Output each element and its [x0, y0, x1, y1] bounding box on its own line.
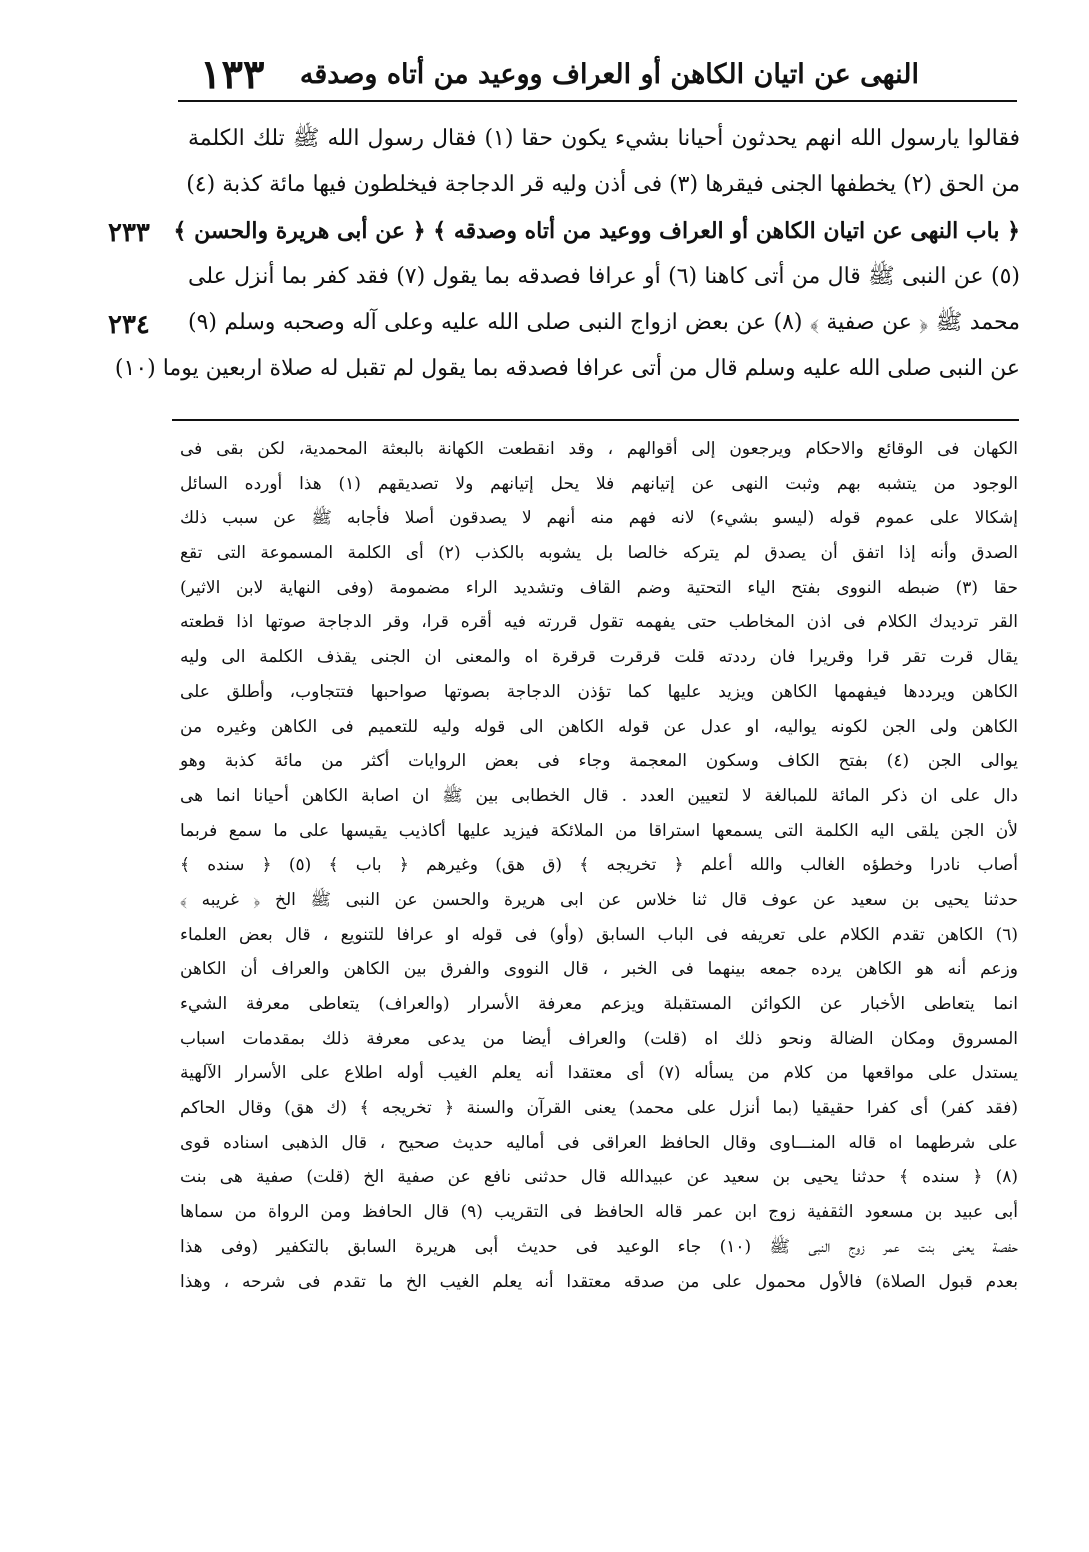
note-line: (فقد كفر) أى كفرا حقيقيا (بما أنزل على محمد) يعنى القرآن والسنة ﴿ تخريجه ﴾ (ك هق) وقال الحاكم — [180, 1098, 1019, 1119]
main-line: (٥) عن النبى ﷺ قال من أتى كاهنا (٦) أو عرافا فصدقه بما يقول (٧) فقد كفر بما أنزل على — [188, 264, 1021, 289]
note-line: الكاهن ويرددها فيفهمها الكاهن ويزيد عليها كما تؤذن الدجاجة بصوتها صواحبها فتتجاوب، وأطلق على — [180, 681, 1018, 702]
note-line: الصدق وأنه إذا اتفق أن يصدق لم يتركه خالصا بل يشوبه بالكذب (٢) أى الكلمة المسموعة التى تقع — [180, 543, 1019, 564]
running-title: النهى عن اتيان الكاهن أو العراف ووعيد من أتاه وصدقه — [299, 58, 919, 90]
note-line: وزعم أنه هو الكاهن يرده جمعه بينهما فى الخبر ، قال النووى والفرق بين الكاهن والعراف أن الكاهن — [180, 959, 1019, 980]
note-line: يقال قرت تقر قرا وقريرا فان رددته قلت قرقرت قرقرة اه والمعنى ان الجنى يقذف الكلمة الى وليه — [180, 647, 1018, 668]
main-line: فقالوا يارسول الله انهم يحدثون أحيانا بشيء يكون حقا (١) فقال رسول الله ﷺ تلك الكلمة — [188, 126, 1020, 151]
note-line: إشكالا على عموم قوله (ليسو بشيء) لانه فهم منه أنهم لا يصدقون أصلا فأجابه ﷺ عن سبب ذلك — [180, 508, 1018, 529]
note-line: يستدل على مواقعها من كلام من يسأله (٧) أى معتقدا أنه يعلم الغيب أوله اطلاع على الأسرار الآلهية — [180, 1063, 1018, 1084]
note-line: الكهان فى الوقائع والاحكام ويرجعون إلى أقوالهم ، وقد انقطعت الكهانة بالبعثة المحمدية، لكن بقى فى — [180, 439, 1018, 459]
note-line: حدثنا يحيى بن سعيد عن عوف قال ثنا خلاس عن ابى هريرة والحسن عن النبى ﷺ الخ ﴿ غريبه ﴾ — [180, 889, 1018, 910]
note-line: بعدم قبول الصلاة) فالأول محمول على من صدقه معتقدا أنه يعلم الغيب الخ ما تقدم فى شرحه ، وهذا — [180, 1271, 1018, 1292]
note-line: (٨) ﴿ سنده ﴾ حدثنا يحيى بن سعيد عن عبيدالله قال حدثنى نافع عن صفية الخ (قلت) صفية هى بنت — [180, 1167, 1018, 1188]
page-number: ١٣٣ — [200, 50, 265, 98]
note-line: على شرطهما اه قاله المنـــاوى وقال الحافظ العراقى فى أماليه حديث صحيح ، قال الذهبى اسناده قوى — [180, 1132, 1018, 1153]
main-line: من الحق (٢) يخطفها الجنى فيقرها (٣) فى أذن وليه قر الدجاجة فيخلطون فيها مائة كذبة (٤) — [186, 172, 1020, 197]
note-line: الوجود من يتشبه بهم وثبت النهى عن إتيانهم فلا يحل إتيانهم ولا تصديقهم (١) هذا أورده السائل — [180, 473, 1019, 494]
main-line: عن النبى صلى الله عليه وسلم قال من أتى عرافا فصدقه بما يقول لم تقبل له صلاة اربعين يوما (١٠) — [114, 356, 1020, 381]
note-line: القر ترديدك الكلام فى اذن المخاطب حتى يفهمه تقول قررته فيه أقره قرا، وقر الدجاجة صوتها اذا قطعته — [180, 612, 1018, 633]
note-line: يوالى الجن (٤) بفتح الكاف وسكون المعجمة وجاء فى بعض الروايات أكثر من مائة كذبة وهو — [180, 751, 1018, 772]
note-line: الكاهن ولى الجن لكونه يواليه، او عدل عن قوله الكاهن الى قوله وليه للتعميم فى الكاهن وغيره من — [180, 716, 1018, 737]
footnote-divider — [172, 419, 1019, 421]
note-line: أصاب نادرا وخطؤه الغالب والله أعلم ﴿ تخريجه ﴾ (ق هق) وغيرهم ﴿ باب ﴾ (٥) ﴿ سنده ﴾ — [180, 855, 1018, 876]
page-header — [200, 52, 919, 96]
note-line: دال على ان ذكر المائة للمبالغة لا لتعيين العدد . قال الخطابى بين ﷺ ان اصابة الكاهن أحيانا انما هى — [180, 785, 1018, 806]
hadith-number: ٢٣٤ — [108, 310, 150, 340]
header-rule — [178, 100, 1017, 102]
footnotes — [180, 432, 1018, 1299]
note-line: لأن الجن يلقى اليه الكلمة التى يسمعها استراقا من الملائكة فيزيد عليها أكاذيب يقيسها على ما سمع فربما — [180, 820, 1018, 841]
chapter-heading-line: ﴿ باب النهى عن اتيان الكاهن أو العراف ووعيد من أتاه وصدقه ﴾ ﴿ عن أبى هريرة والحسن ﴾ — [173, 218, 1020, 244]
note-line: المسروق ومكان الضالة ونحو ذلك اه (قلت) والعراف أيضا من يدعى معرفة ذلك بمقدمات اسباب — [180, 1028, 1018, 1049]
hadith-number: ٢٣٣ — [108, 218, 150, 248]
note-line: حقا (٣) ضبطه النووى بفتح الياء التحتية وضم القاف وتشديد الراء مضمومة (وفى النهاية لابن الاثير) — [180, 577, 1018, 598]
note-line: حفصة يعنى بنت عمر زوج النبى ﷺ (١٠) جاء الوعيد فى حديث أبى هريرة السابق بالتكفير (وفى هذا — [180, 1236, 1018, 1257]
main-line: محمد ﷺ ﴿ عن صفية ﴾ (٨) عن بعض ازواج النبى صلى الله عليه وعلى آله وصحبه وسلم (٩) — [188, 310, 1020, 335]
note-line: انما يتعاطى الأخبار عن الكوائن المستقبلة ويزعم معرفة الأسرار (والعراف) يتعاطى معرفة الشيء — [180, 994, 1018, 1014]
note-line: (٦) الكاهن تقدم الكلام على تعريفه فى الباب السابق (وأو) فى قوله او عرافا للتنويع ، قال بعض العلماء — [180, 924, 1018, 945]
note-line: أبى عبيد بن مسعود الثقفية زوج ابن عمر قاله الحافظ فى التقريب (٩) قال الحافظ ومن الرواة من سماها — [180, 1202, 1018, 1223]
